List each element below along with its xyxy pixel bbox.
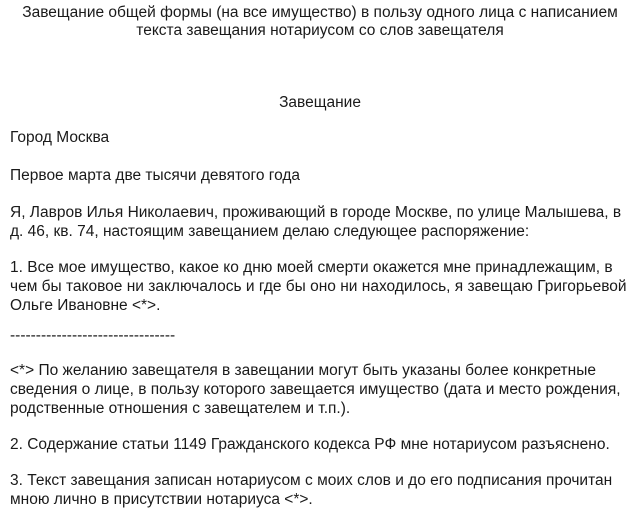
document-header-line-1: Завещание общей формы (на все имущество) в пользу одного лица с написанием [22,4,618,21]
date-line: Первое марта две тысячи девятого года [10,167,301,184]
clause-3-line-2: мною лично в присутствии нотариуса <*>. [10,491,313,508]
clause-2-line-1: 2. Содержание статьи 1149 Гражданского кодекса РФ мне нотариусом разъяснено. [10,436,610,453]
clause-1-line-1: 1. Все мое имущество, какое ко дню моей смерти окажется мне принадлежащим, в [10,259,613,276]
document-title: Завещание [279,94,361,111]
city-line: Город Москва [10,129,110,146]
footnote-line-3: родственные отношения с завещателем и т.п.). [10,400,351,417]
clause-1-line-3: Ольге Ивановне <*>. [10,297,161,314]
document-header-line-2: текста завещания нотариусом со слов завещателя [136,22,504,39]
footnote-line-1: <*> По желанию завещателя в завещании могут быть указаны более конкретные [10,362,596,379]
footnote-line-2: сведения о лице, в пользу которого завещается имущество (дата и место рождения, [10,381,621,398]
clause-1-line-2: чем бы таковое ни заключалось и где бы оно ни находилось, я завещаю Григорьевой [10,278,627,295]
intro-line-1: Я, Лавров Илья Николаевич, проживающий в городе Москве, по улице Малышева, в [10,204,622,221]
clause-3-line-1: 3. Текст завещания записан нотариусом с моих слов и до его подписания прочитан [10,472,613,489]
intro-line-2: д. 46, кв. 74, настоящим завещанием делаю следующее распоряжение: [10,223,530,240]
footnote-separator: -------------------------------- [10,327,176,344]
